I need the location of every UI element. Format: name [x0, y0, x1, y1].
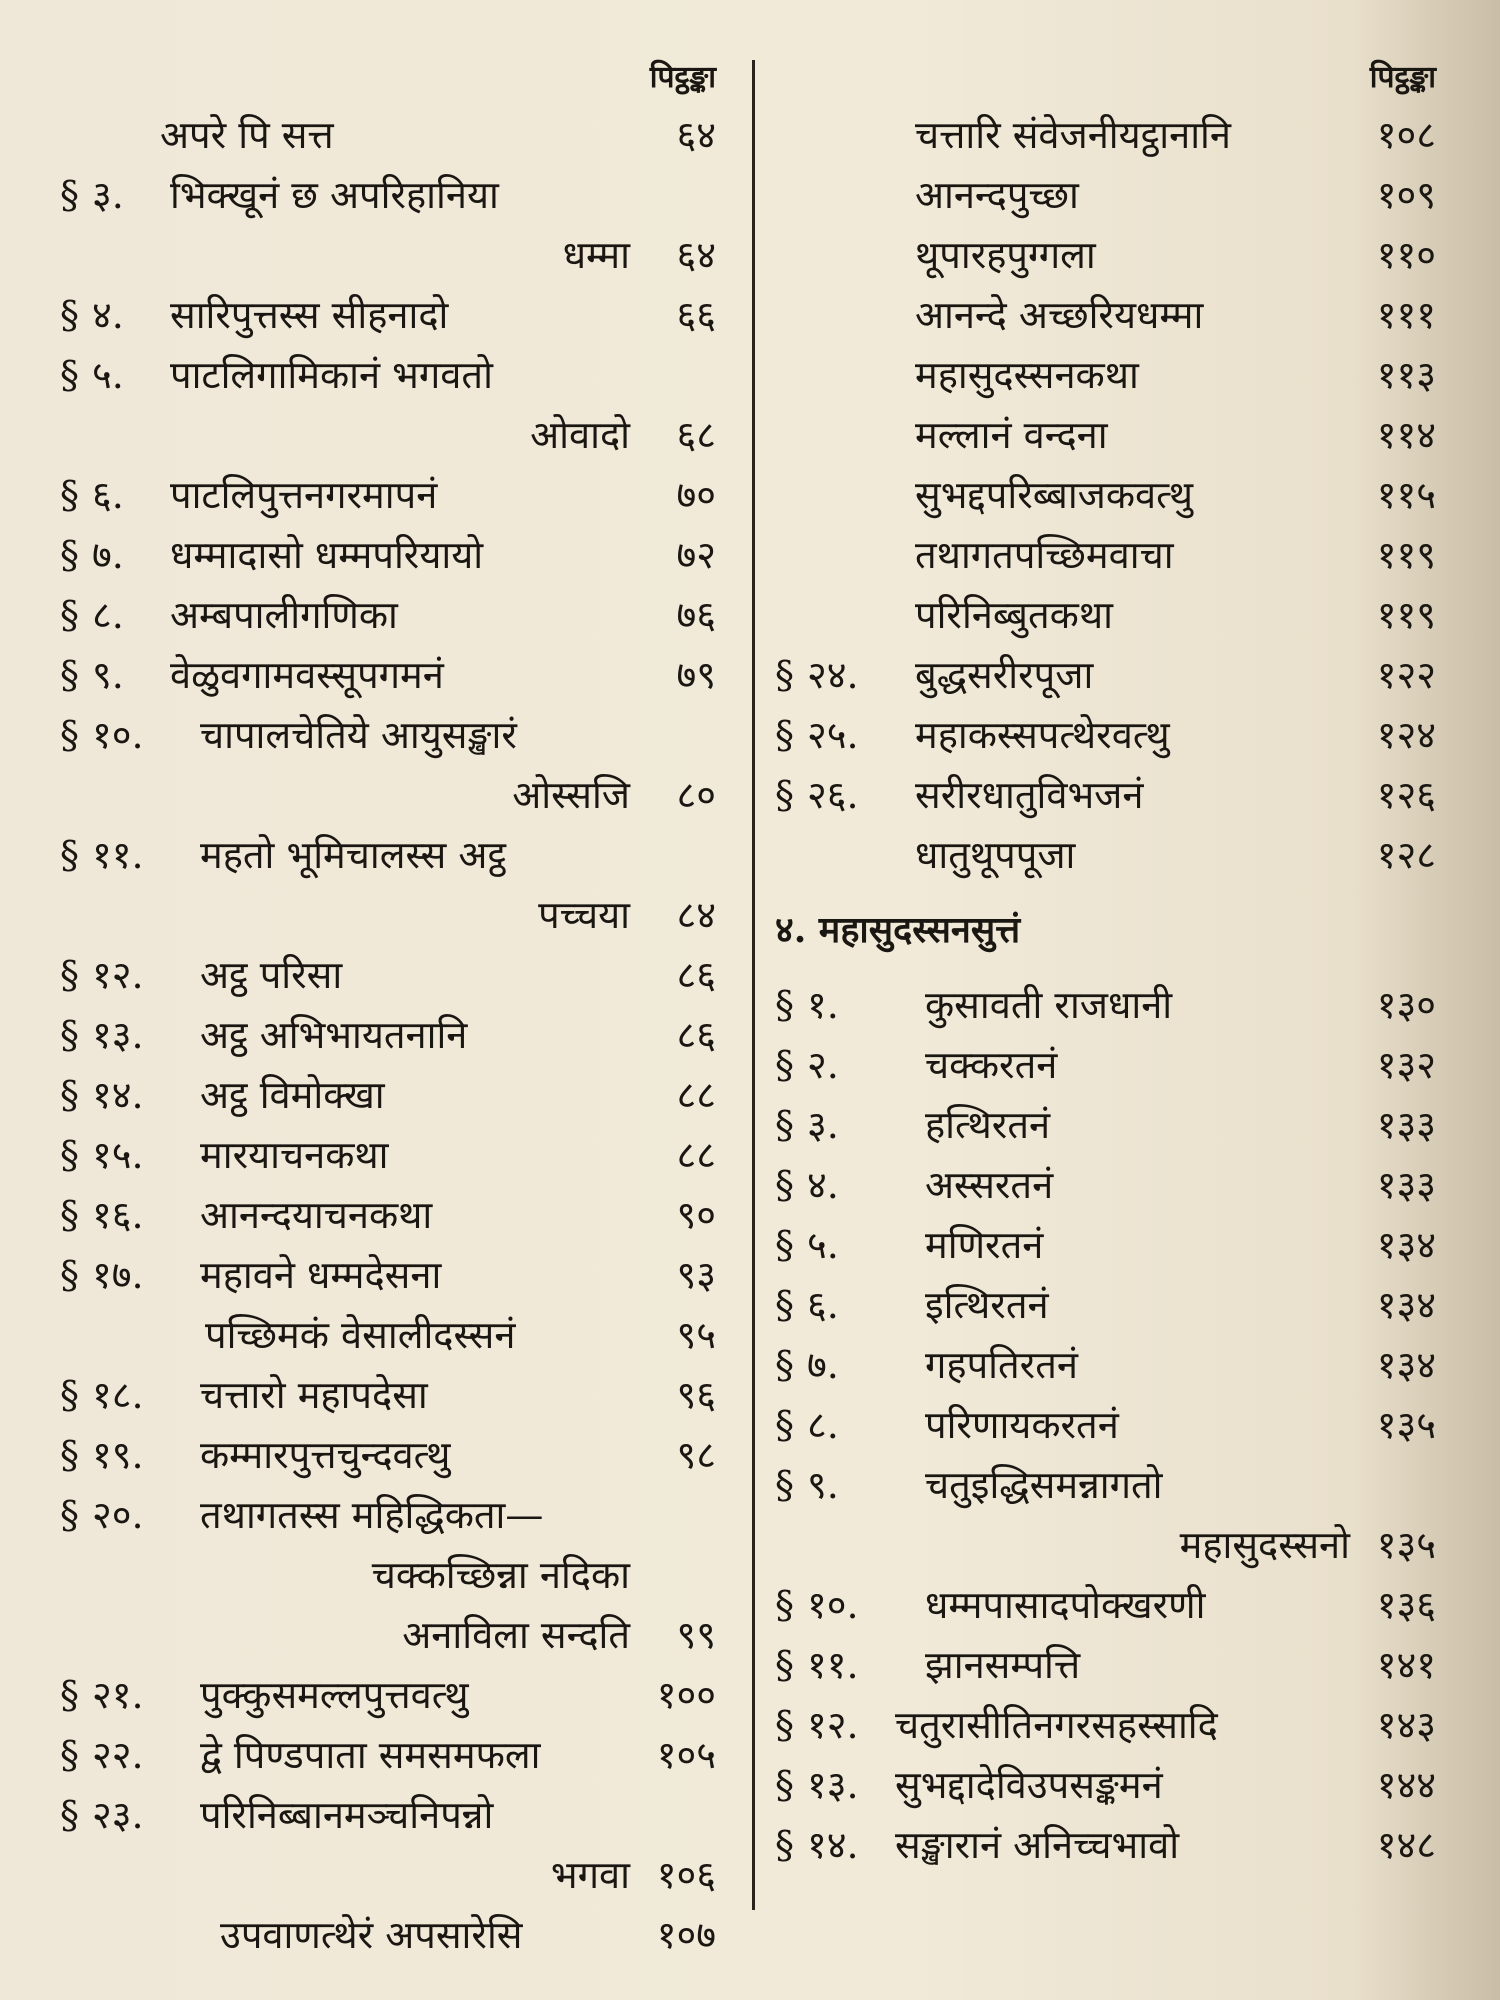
- section-mark: §: [60, 353, 79, 397]
- entry-title: सुभद्दादेविउपसङ्कमनं: [895, 1763, 1163, 1807]
- entry-page-number: ९६: [676, 1373, 716, 1417]
- entry-page-number: ८६: [676, 953, 716, 997]
- entry-page-number: १०८: [1376, 113, 1436, 157]
- toc-entry: [60, 1365, 720, 1425]
- entry-number: १.: [807, 983, 839, 1027]
- entry-number: ९.: [807, 1463, 839, 1507]
- toc-entry: [60, 1545, 720, 1605]
- entry-number: २५.: [807, 713, 859, 757]
- section-mark: §: [775, 1343, 794, 1387]
- entry-title: चापालचेतिये आयुसङ्खारं: [200, 713, 517, 757]
- entry-title: भिक्खूनं छ अपरिहानिया: [170, 173, 499, 217]
- entry-number: ५.: [92, 353, 124, 397]
- toc-entry: [775, 1455, 1440, 1515]
- entry-number: २.: [807, 1043, 839, 1087]
- entry-title: ओवादो: [530, 413, 630, 457]
- toc-entry: [60, 345, 720, 405]
- entry-number: ४.: [92, 293, 124, 337]
- toc-entry: [60, 765, 720, 825]
- entry-page-number: ११९: [1376, 533, 1436, 577]
- section-mark: §: [775, 1463, 794, 1507]
- toc-entry: [775, 345, 1440, 405]
- section-mark: §: [60, 593, 79, 637]
- entry-title: कम्मारपुत्तचुन्दवत्थु: [200, 1433, 451, 1477]
- toc-entry: [60, 885, 720, 945]
- entry-page-number: ६८: [676, 413, 716, 457]
- section-mark: §: [60, 533, 79, 577]
- entry-number: २०.: [92, 1493, 144, 1537]
- section-mark: §: [775, 653, 794, 697]
- toc-entry: [775, 1815, 1440, 1875]
- section-title: ४. महासुदस्सनसुत्तं: [775, 909, 1021, 951]
- toc-left-column: [60, 55, 720, 1965]
- entry-page-number: १११: [1376, 293, 1436, 337]
- entry-title: महाकस्सपत्थेरवत्थु: [915, 713, 1170, 757]
- entry-page-number: १४४: [1376, 1763, 1436, 1807]
- toc-entry: [775, 1635, 1440, 1695]
- entry-title: धम्मपासादपोक्खरणी: [925, 1583, 1206, 1627]
- entry-page-number: १३४: [1376, 1343, 1436, 1387]
- section-mark: §: [775, 713, 794, 757]
- entry-number: १२.: [92, 953, 144, 997]
- toc-entry: [775, 825, 1440, 885]
- toc-entry: [60, 105, 720, 165]
- entry-page-number: ७२: [676, 533, 716, 577]
- toc-entries: [60, 105, 720, 1965]
- section-mark: §: [60, 1433, 79, 1477]
- entry-page-number: १०७: [656, 1913, 716, 1957]
- entry-page-number: १०९: [1376, 173, 1436, 217]
- entry-page-number: १२२: [1376, 653, 1436, 697]
- entry-page-number: १३५: [1376, 1523, 1436, 1567]
- section-mark: §: [60, 953, 79, 997]
- section-mark: §: [60, 1013, 79, 1057]
- entry-title: अट्ठ अभिभायतनानि: [200, 1013, 468, 1057]
- section-mark: §: [775, 1703, 794, 1747]
- section-mark: §: [60, 1733, 79, 1777]
- toc-entry: [60, 825, 720, 885]
- entry-number: २१.: [92, 1673, 144, 1717]
- toc-entry: [60, 1485, 720, 1545]
- entry-page-number: १३३: [1376, 1103, 1436, 1147]
- entry-title: मारयाचनकथा: [200, 1133, 389, 1177]
- entry-title: धम्मादासो धम्मपरियायो: [170, 533, 484, 577]
- entry-page-number: ९९: [676, 1613, 716, 1657]
- section-mark: §: [60, 293, 79, 337]
- section-mark: §: [60, 1673, 79, 1717]
- section-mark: §: [775, 1043, 794, 1087]
- entry-number: ११.: [92, 833, 144, 877]
- entry-title: झानसम्पत्ति: [925, 1643, 1081, 1687]
- toc-entry: [775, 525, 1440, 585]
- entry-page-number: १३२: [1376, 1043, 1436, 1087]
- entry-page-number: १०६: [656, 1853, 716, 1897]
- toc-entry: [60, 525, 720, 585]
- toc-entry: [60, 465, 720, 525]
- section-mark: §: [775, 1643, 794, 1687]
- toc-entry: [60, 1725, 720, 1785]
- section-mark: §: [60, 653, 79, 697]
- toc-entry: [775, 1335, 1440, 1395]
- entry-page-number: ७६: [676, 593, 716, 637]
- toc-entry: [60, 1605, 720, 1665]
- toc-entry: [775, 705, 1440, 765]
- entry-number: १८.: [92, 1373, 144, 1417]
- entry-title: महतो भूमिचालस्स अट्ठ: [200, 833, 507, 877]
- entry-number: १४.: [807, 1823, 859, 1867]
- entry-page-number: १३५: [1376, 1403, 1436, 1447]
- entry-number: २२.: [92, 1733, 144, 1777]
- toc-entry: [60, 645, 720, 705]
- toc-entry: [60, 1245, 720, 1305]
- toc-entry: [775, 585, 1440, 645]
- section-mark: §: [775, 1163, 794, 1207]
- toc-entry: [775, 1275, 1440, 1335]
- entry-number: ५.: [807, 1223, 839, 1267]
- section-mark: §: [60, 1373, 79, 1417]
- entry-number: ३.: [92, 173, 124, 217]
- entry-number: २६.: [807, 773, 859, 817]
- toc-entry: [775, 285, 1440, 345]
- entry-title: सरीरधातुविभजनं: [915, 773, 1144, 817]
- entry-title: ओस्सजि: [512, 773, 630, 817]
- entry-title: भगवा: [550, 1853, 630, 1897]
- entry-number: ४.: [807, 1163, 839, 1207]
- entry-title: सुभद्दपरिब्बाजकवत्थु: [915, 473, 1193, 517]
- section-mark: §: [775, 773, 794, 817]
- entry-title: सङ्खारानं अनिच्चभावो: [895, 1823, 1180, 1867]
- toc-entry: [775, 1695, 1440, 1755]
- entry-title: चक्कच्छिन्ना नदिका: [371, 1553, 630, 1597]
- toc-entry: [60, 1425, 720, 1485]
- entry-title: द्वे पिण्डपाता समसमफला: [200, 1733, 541, 1777]
- entry-page-number: ११०: [1376, 233, 1436, 277]
- entry-title: चतुरासीतिनगरसहस्सादि: [895, 1703, 1218, 1747]
- entry-title: पुक्कुसमल्लपुत्तवत्थु: [200, 1673, 469, 1717]
- entry-page-number: ८०: [676, 773, 716, 817]
- entry-title: तथागतस्स महिद्धिकता—: [200, 1493, 544, 1537]
- entry-number: ६.: [807, 1283, 839, 1327]
- entry-title: धम्मा: [562, 233, 630, 277]
- entry-page-number: ९०: [676, 1193, 716, 1237]
- toc-entry: [775, 1575, 1440, 1635]
- entry-page-number: १३४: [1376, 1223, 1436, 1267]
- toc-entry: [775, 225, 1440, 285]
- toc-entry: [60, 1125, 720, 1185]
- page-number-header: पिट्ठङ्का: [1369, 60, 1436, 95]
- entry-title: अपरे पि सत्त: [160, 113, 334, 157]
- entry-number: १०.: [807, 1583, 859, 1627]
- toc-entry: [775, 1095, 1440, 1155]
- section-mark: §: [60, 713, 79, 757]
- page-number-header: पिट्ठङ्का: [649, 60, 716, 95]
- entry-number: ८.: [807, 1403, 839, 1447]
- entry-page-number: ९३: [676, 1253, 716, 1297]
- entry-title: परिणायकरतनं: [925, 1403, 1119, 1447]
- entry-number: २४.: [807, 653, 859, 697]
- entry-title: आनन्दपुच्छा: [915, 173, 1079, 217]
- entry-page-number: १३४: [1376, 1283, 1436, 1327]
- entry-number: १३.: [807, 1763, 859, 1807]
- entry-title: कुसावती राजधानी: [925, 983, 1173, 1027]
- toc-entry: [775, 1215, 1440, 1275]
- toc-entry: [60, 1665, 720, 1725]
- entry-number: ७.: [807, 1343, 839, 1387]
- entry-page-number: ८८: [676, 1133, 716, 1177]
- entry-title: अट्ठ विमोक्खा: [200, 1073, 385, 1117]
- entry-page-number: १२६: [1376, 773, 1436, 817]
- toc-entry: [775, 465, 1440, 525]
- entry-number: १३.: [92, 1013, 144, 1057]
- entry-page-number: १२४: [1376, 713, 1436, 757]
- section-mark: §: [60, 1193, 79, 1237]
- entry-title: पाटलिपुत्तनगरमापनं: [170, 473, 438, 517]
- entry-title: हत्थिरतनं: [925, 1103, 1051, 1147]
- entry-number: ८.: [92, 593, 124, 637]
- entry-page-number: १३३: [1376, 1163, 1436, 1207]
- section-mark: §: [60, 1073, 79, 1117]
- toc-entry: [775, 1515, 1440, 1575]
- entry-title: महासुदस्सनो: [1179, 1523, 1350, 1567]
- entry-title: चक्करतनं: [925, 1043, 1058, 1087]
- toc-entry: [60, 945, 720, 1005]
- entry-title: महासुदस्सनकथा: [915, 353, 1139, 397]
- entry-title: गहपतिरतनं: [925, 1343, 1078, 1387]
- toc-entry: [775, 1155, 1440, 1215]
- toc-entry: [60, 1305, 720, 1365]
- toc-entry: [775, 1395, 1440, 1455]
- toc-entry: [775, 765, 1440, 825]
- section-mark: §: [60, 1253, 79, 1297]
- toc-entry: [60, 1845, 720, 1905]
- entry-number: १४.: [92, 1073, 144, 1117]
- toc-entry: [775, 1755, 1440, 1815]
- section-mark: §: [775, 1763, 794, 1807]
- entry-number: १७.: [92, 1253, 144, 1297]
- column-divider: [752, 60, 755, 1910]
- entry-title: चत्तारो महापदेसा: [200, 1373, 428, 1417]
- entry-page-number: १४३: [1376, 1703, 1436, 1747]
- toc-entry: [60, 225, 720, 285]
- entry-title: परिनिब्बानमञ्चनिपन्नो: [200, 1793, 494, 1837]
- entry-number: १२.: [807, 1703, 859, 1747]
- entry-page-number: ६६: [676, 293, 716, 337]
- entry-page-number: ६४: [676, 113, 716, 157]
- toc-entry: [60, 1785, 720, 1845]
- section-mark: §: [60, 833, 79, 877]
- toc-entry: [775, 645, 1440, 705]
- toc-entry: [60, 1065, 720, 1125]
- entry-title: मणिरतनं: [925, 1223, 1044, 1267]
- entry-number: ६.: [92, 473, 124, 517]
- entry-title: पच्चया: [538, 893, 630, 937]
- entry-title: तथागतपच्छिमवाचा: [915, 533, 1174, 577]
- toc-entry: [775, 975, 1440, 1035]
- entry-page-number: ११५: [1376, 473, 1436, 517]
- entry-page-number: १३०: [1376, 983, 1436, 1027]
- entry-title: धातुथूपपूजा: [915, 833, 1076, 877]
- entry-page-number: ७०: [676, 473, 716, 517]
- toc-entry: [775, 1035, 1440, 1095]
- section-mark: §: [775, 1283, 794, 1327]
- section-mark: §: [775, 1583, 794, 1627]
- toc-entry: [775, 405, 1440, 465]
- toc-entries: [775, 105, 1440, 885]
- entry-page-number: १४१: [1376, 1643, 1436, 1687]
- entry-page-number: १००: [656, 1673, 716, 1717]
- entry-number: २३.: [92, 1793, 144, 1837]
- entry-page-number: ९८: [676, 1433, 716, 1477]
- toc-entry: [60, 1005, 720, 1065]
- section-mark: §: [60, 1133, 79, 1177]
- toc-entry: [60, 1185, 720, 1245]
- toc-right-column: [775, 55, 1440, 1875]
- toc-entry: [775, 105, 1440, 165]
- entry-page-number: १४८: [1376, 1823, 1436, 1867]
- toc-entry: [775, 165, 1440, 225]
- section-mark: §: [775, 1823, 794, 1867]
- section-mark: §: [60, 1493, 79, 1537]
- entry-page-number: ६४: [676, 233, 716, 277]
- entry-page-number: ८६: [676, 1013, 716, 1057]
- entry-page-number: १२८: [1376, 833, 1436, 877]
- entry-number: १५.: [92, 1133, 144, 1177]
- toc-entry: [60, 285, 720, 345]
- entry-title: वेळुवगामवस्सूपगमनं: [170, 653, 444, 697]
- entry-number: १९.: [92, 1433, 144, 1477]
- entry-number: ७.: [92, 533, 124, 577]
- entry-title: उपवाणत्थेरं अपसारेसि: [220, 1913, 523, 1957]
- entry-title: परिनिब्बुतकथा: [915, 593, 1113, 637]
- entry-title: इत्थिरतनं: [925, 1283, 1049, 1327]
- entry-number: १६.: [92, 1193, 144, 1237]
- toc-entry: [60, 585, 720, 645]
- entry-page-number: ८४: [676, 893, 716, 937]
- entry-title: अट्ठ परिसा: [200, 953, 343, 997]
- section-mark: §: [775, 1403, 794, 1447]
- section-mark: §: [775, 983, 794, 1027]
- entry-title: पच्छिमकं वेसालीदस्सनं: [205, 1313, 516, 1357]
- section-mark: §: [60, 1793, 79, 1837]
- entry-page-number: ११४: [1376, 413, 1436, 457]
- section-mark: §: [60, 473, 79, 517]
- entry-title: अम्बपालीगणिका: [170, 593, 398, 637]
- entry-title: बुद्धसरीरपूजा: [915, 653, 1094, 697]
- entry-number: १०.: [92, 713, 144, 757]
- entry-title: थूपारहपुग्गला: [915, 233, 1096, 277]
- toc-entry: [60, 1905, 720, 1965]
- entry-title: अस्सरतनं: [925, 1163, 1054, 1207]
- section-mark: §: [775, 1223, 794, 1267]
- entry-page-number: ८८: [676, 1073, 716, 1117]
- toc-entry: [60, 705, 720, 765]
- entry-page-number: ९५: [676, 1313, 716, 1357]
- toc-entry: [60, 405, 720, 465]
- entry-title: मल्लानं वन्दना: [915, 413, 1108, 457]
- toc-entry: [60, 165, 720, 225]
- entry-title: अनाविला सन्दति: [402, 1613, 630, 1657]
- section-mark: §: [60, 173, 79, 217]
- section-mark: §: [775, 1103, 794, 1147]
- entry-title: सारिपुत्तस्स सीहनादो: [170, 293, 449, 337]
- entry-number: ९.: [92, 653, 124, 697]
- entry-title: चत्तारि संवेजनीयट्ठानानि: [915, 113, 1231, 157]
- section-entries: [775, 975, 1440, 1875]
- entry-page-number: १३६: [1376, 1583, 1436, 1627]
- entry-title: महावने धम्मदेसना: [200, 1253, 442, 1297]
- entry-title: आनन्दयाचनकथा: [200, 1193, 433, 1237]
- entry-number: ११.: [807, 1643, 859, 1687]
- entry-number: ३.: [807, 1103, 839, 1147]
- entry-page-number: ११९: [1376, 593, 1436, 637]
- entry-title: चतुइद्धिसमन्नागतो: [925, 1463, 1163, 1507]
- entry-page-number: ११३: [1376, 353, 1436, 397]
- entry-title: आनन्दे अच्छरियधम्मा: [915, 293, 1204, 337]
- entry-page-number: ७९: [676, 653, 716, 697]
- entry-title: पाटलिगामिकानं भगवतो: [170, 353, 493, 397]
- entry-page-number: १०५: [656, 1733, 716, 1777]
